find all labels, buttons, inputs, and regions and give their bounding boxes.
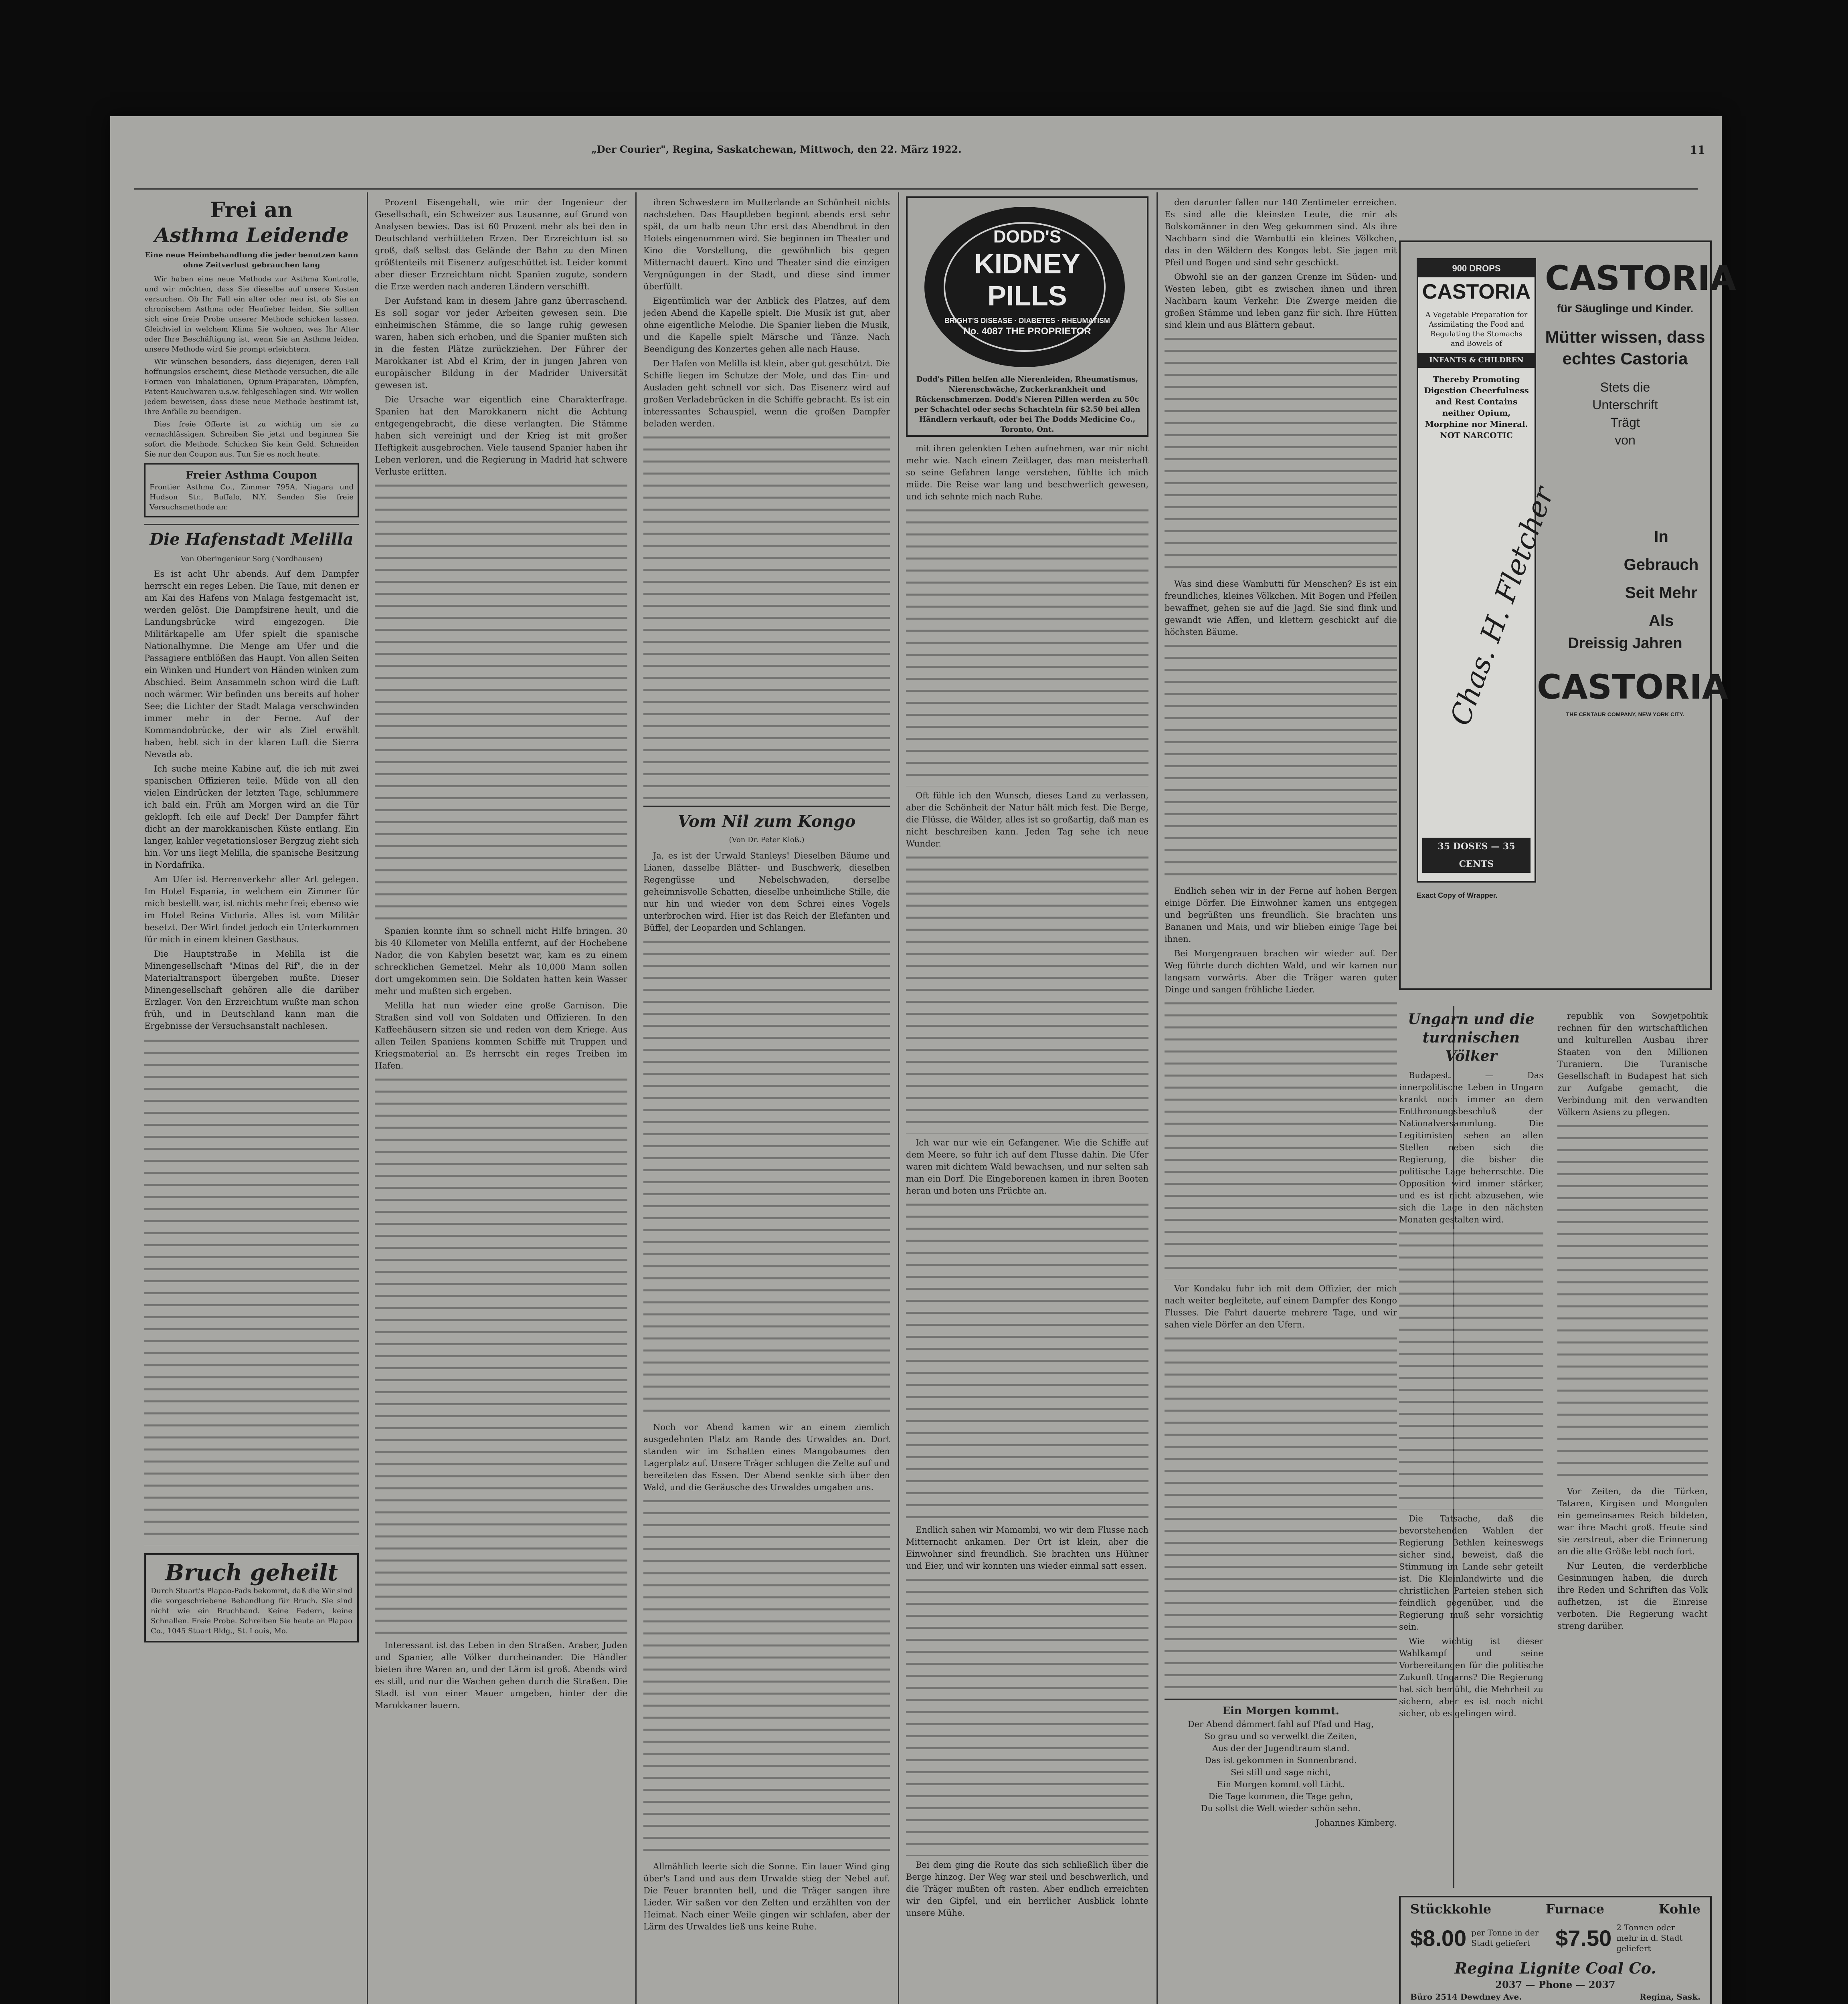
text-lines: [375, 1075, 627, 1636]
castoria-claim: [1545, 326, 1705, 370]
kongo-cont-body: Bei Morgengrauen brachen wir wieder auf. Der Weg führte durch dichten Wald, und wir kamen nur langsam vorwärts. Aber die Träger waren guter Dinge und sangen fröhliche Lieder.: [1165, 949, 1397, 994]
castoria-right-line: In: [1654, 528, 1668, 545]
ungarn-body: Vor Zeiten, da die Türken, Tataren, Kirgisen und Mongolen ein gemeinsames Reich bildeten, war ihre Macht groß. Heute sind sie zerstreut, aber die Erinnerung an die alte Größe lebt noch fort.: [1557, 1487, 1708, 1556]
text-lines: [1165, 641, 1397, 882]
melilla-body: Ich suche meine Kabine auf, die ich mit zwei spanischen Offizieren teile. Müde von all den vielen Eindrücken der letzten Tage, schlummere ich bald ein. Früh am Morgen wird an die Tür geklopft. Ich eile auf Deck! Der Dampfer fährt dicht an der marokkanischen Küste entlang. Ein langer, kahler vegetationsloser Bergzug zieht sich hin. Vor uns liegt Melilla, die spanische Besitzung in Nordafrika.: [144, 764, 359, 870]
text-lines: [643, 433, 890, 802]
text-lines: [1165, 1334, 1397, 1695]
castoria-signature: Chas. H. Fletcher: [1444, 482, 1561, 730]
kongo-cont-body: Bei dem ging die Route das sich schließlich über die Berge hinzog. Der Weg war steil und beschwerlich, und die Träger mußten oft rasten. Aber endlich erreichten wir den Gipfel, und ein herrlicher Ausblick lohnte unsere Mühe.: [906, 1860, 1148, 1918]
kongo-body: Noch vor Abend kamen wir an einem ziemlich ausgedehnten Platz am Rande des Urwaldes an. Dort standen wir im Schatten eines Mangobaumes den Lagerplatz auf. Unsere Träger schlugen die Zelte auf und bereiteten das Essen. Der Abend senkte sich über den Wald, und die Geräusche des Urwaldes umgaben uns.: [643, 1422, 890, 1492]
castoria-line: Mütter wissen, dass: [1545, 327, 1705, 346]
bruch-ad: [144, 1553, 359, 1642]
kongo-title: Vom Nil zum Kongo: [677, 812, 856, 831]
kongo-cont-body: den darunter fallen nur 140 Zentimeter erreichen. Es sind alle die kleinsten Leute, die mir als Bolskomänner in den Weg gekommen sind. Als ihre Nachbarn sind die Wambutti ein kleines Völkchen, das in den Wäldern des Kongos lebt. Sie jagen mit Pfeil und Bogen und sind sehr geschickt.: [1165, 198, 1397, 267]
melilla-cont-body: Interessant ist das Leben in den Straßen. Araber, Juden und Spanier, alle Völker durcheinander. Die Händler bieten ihre Waren an, und der Lärm ist groß. Abends wird es still, und nur die Wachen gehen durch die Straßen. Die Stadt ist von einer Mauer umgeben, hinter der die Marokkaner lauern.: [375, 1640, 627, 1710]
asthma-body: Dies freie Offerte ist zu wichtig um sie zu vernachlässigen. Schreiben Sie jetzt und beginnen Sie sofort die Methode. Schicken Sie kein Geld. Schneiden Sie nur den Coupon aus. Tun Sie es noch heute.: [144, 420, 359, 459]
coal-price: $7.50: [1555, 1925, 1612, 1951]
coal-header: [1401, 1897, 1710, 1917]
coal-price: $8.00: [1410, 1925, 1467, 1951]
asthma-intro: Eine neue Heimbehandlung die jeder benutzen kann ohne Zeitverlust gebrauchen lang: [145, 251, 358, 269]
castoria-wrapper-caption: Exact Copy of Wrapper.: [1417, 891, 1498, 899]
castoria-years: Dreissig Jahren: [1568, 635, 1682, 652]
column-1: [144, 196, 359, 2004]
ungarn-body: Nur Leuten, die verderbliche Gesinnungen haben, die durch ihre Reden und Schriften das Volk aufhetzen, ist die Einreise verboten. Die Regierung wacht streng darüber.: [1557, 1561, 1708, 1631]
dodds-ad: [906, 196, 1148, 437]
text-lines: [375, 481, 627, 922]
castoria-line: von: [1615, 433, 1636, 447]
castoria-company: THE CENTAUR COMPANY, NEW YORK CITY.: [1566, 711, 1684, 717]
asthma-title: Frei an: [210, 198, 293, 222]
ungarn-title: Ungarn und die turanischen Völker: [1408, 1011, 1535, 1065]
dodds-ring-text: BRIGHT'S DISEASE · DIABETES · RHEUMATISM: [944, 317, 1110, 325]
castoria-headline: CASTORIA: [1545, 259, 1736, 298]
bruch-text: Durch Stuart's Plapao-Pads bekommt, daß die Wir sind die vorgeschriebene Behandlung für Bruch. Sie sind nicht wie ein Bruchband. Keine Federn, keine Schnallen. Freie Probe. Schreiben Sie heute an Plapao Co., 1045 Stuart Bldg., St. Louis, Mo.: [151, 1587, 352, 1635]
text-lines: [1557, 1121, 1708, 1482]
text-lines: [643, 1497, 890, 1857]
ungarn-col-a: [1399, 1010, 1543, 1722]
coal-company: Regina Lignite Coal Co.: [1454, 1959, 1656, 1977]
poem-text: Der Abend dämmert fahl auf Pfad und Hag, So grau und so verwelkt die Zeiten, Aus der der Jugendtraum stand. Das ist gekommen in Sonnenbrand. Sei still und sage nicht, Ein Morgen kommt voll Licht. Die Tage kommen, die Tage gehn, Du sollst die Welt wieder schön sehn.: [1187, 1719, 1374, 1813]
bruch-title: Bruch geheilt: [165, 1560, 338, 1586]
castoria-ad: [1399, 240, 1736, 990]
column-rule: [367, 192, 368, 2004]
castoria-line: echtes Castoria: [1562, 349, 1688, 368]
asthma-subtitle: Asthma Leidende: [154, 223, 349, 247]
castoria-line: Unterschrift: [1592, 398, 1658, 412]
melilla-cont-body: Der Aufstand kam in diesem Jahre ganz überraschend. Es soll sogar vor jeder Arbeiten gewesen sein. Die einheimischen Stämme, die so lange ruhig gewesen waren, haben sich erhoben, und die Spanier mußten sich in die festen Plätze zurückziehen. Der Führer der Marokkaner ist Abd el Krim, der in jungen Jahren von europäischer Bildung in der Madrider Universität gewesen ist.: [375, 296, 627, 390]
melilla-cont-body: Melilla hat nun wieder eine große Garnison. Die Straßen sind voll von Soldaten und Offizieren. In den Kaffeehäusern sitzen sie und reden von dem Kriege. Aus allen Teilen Spaniens kommen Schiffe mit Truppen und Kriegsmaterial an. Es herrscht ein reges Treiben im Hafen.: [375, 1001, 627, 1071]
melilla-body: Die Hauptstraße in Melilla ist die Minengesellschaft "Minas del Rif", die in der Materialtransport übergeben mußte. Dieser Minengesellschaft gehören alle die darüber Erzlager. Von den Erzreichtum wußte man schon früh, und in Deutschland kann man die Ergebnisse der Versuchsanstalt nachlesen.: [144, 949, 359, 1031]
kongo-cont-body: Ich war nur wie ein Gefangener. Wie die Schiffe auf dem Meere, so fuhr ich auf dem Flusse dahin. Die Ufer waren mit dichtem Wald bewachsen, und nur selten sah man ein Dorf. Die Eingeborenen kamen in ihren Booten heran und boten uns Früchte an.: [906, 1138, 1148, 1196]
kongo-cont-body: Vor Kondaku fuhr ich mit dem Offizier, der mich nach weiter begleitete, auf einem Dampfer des Kongo Flusses. Die Fahrt dauerte mehrere Tage, und wir sahen viele Dörfer an den Ufern.: [1165, 1284, 1397, 1329]
coal-type: Furnace: [1545, 1901, 1604, 1917]
bottle-infants: INFANTS & CHILDREN: [1418, 353, 1535, 368]
coupon-text: Frontier Asthma Co., Zimmer 795A, Niagara und Hudson Str., Buffalo, N.Y. Senden Sie freie Versuchsmethode an:: [150, 483, 354, 511]
kongo-body: Allmählich leerte sich die Sonne. Ein lauer Wind ging über's Land und aus dem Urwalde stieg der Nebel auf. Die Feuer brannten hell, und die Träger sangen ihre Lieder. Wir saßen vor den Zelten und erzählten von der Heimat. Nach einer Weile gingen wir schlafen, aber der Lärm des Urwaldes ließ uns keine Ruhe.: [643, 1862, 890, 1931]
castoria-use: [1617, 523, 1705, 635]
melilla-cont-body: Spanien konnte ihm so schnell nicht Hilfe bringen. 30 bis 40 Kilometer von Melilla entfernt, auf der Hochebene Nador, die von Kabylen besetzt war, kam es zu einem schrecklichen Gemetzel. Mehr als 10,000 Mann sollen dort umgekommen sein. Die Soldaten hatten kein Wasser mehr und mußten sich ergeben.: [375, 926, 627, 996]
column-5: [1165, 196, 1397, 2004]
column-rule: [898, 192, 899, 2004]
text-lines: [1165, 999, 1397, 1279]
melilla-title: Die Hafenstadt Melilla: [150, 530, 354, 549]
poem-author: Johannes Kimberg.: [1316, 1818, 1397, 1828]
column-rule: [1157, 192, 1158, 2004]
castoria-right-line: Gebrauch: [1624, 556, 1699, 574]
text-lines: [1399, 1229, 1543, 1509]
ungarn-article: [1399, 1010, 1708, 1892]
section-rule: [144, 524, 359, 525]
ungarn-body: Die Tatsache, daß die bevorstehenden Wahlen der Regierung Bethlen keineswegs sicher sind, beweist, daß die Stimmung im Lande sehr geteilt ist. Die Kleinlandwirte und die christlichen Parteien stehen sich feindlich gegenüber, und die Regierung muß sehr vorsichtig sein.: [1399, 1514, 1543, 1632]
poem-title: Ein Morgen kommt.: [1222, 1705, 1339, 1717]
castoria-right-line: Seit Mehr Als: [1625, 584, 1698, 630]
ungarn-body: Wie wichtig ist dieser Wahlkampf und seine Vorbereitungen für die politische Zukunft Ungarns? Die Regierung hat sich bemüht, die Mehrheit zu sichern, aber es ist noch nicht sicher, ob es gelingen wird.: [1399, 1636, 1543, 1718]
bottle-promote: Thereby Promoting Digestion Cheerfulness and Rest Contains neither Opium, Morphine nor Mineral. NOT NARCOTIC: [1424, 374, 1529, 440]
asthma-body: Wir haben eine neue Methode zur Asthma Kontrolle, und wir möchten, dass Sie dieselbe auf unsere Kosten versuchen. Ob Ihr Fall ein alter oder neu ist, ob Sie an chronischem Asthma oder Heufieber leiden, Sie sollten sich eine freie Probe unserer Methode schicken lassen. Gleichviel in welchem Klima Sie wohnen, was Ihr Alter oder Ihre Beschäftigung ist, wenn Sie an Asthma leiden, unsere Methode wird Sie prompt erleichtern.: [144, 275, 359, 354]
melilla-body: Am Ufer ist Herrenverkehr aller Art gelegen. Im Hotel Espania, in welchem ein Zimmer für mich bestellt war, ist nichts mehr frei; ebenso wie im Hotel Reina Victoria. Alles ist vom Militär besetzt. Der Wirt findet jedoch ein Unterkommen für mich in einem kleinen Gasthaus.: [144, 875, 359, 944]
newspaper-page: [110, 116, 1736, 2004]
kongo-cont-body: Obwohl sie an der ganzen Grenze im Süden- und Westen leben, gibt es zwischen ihnen und ihren Nachbarn kaum Verkehr. Die Zwerge meiden die großen Stämme und leben ganz für sich. Ihre Hütten sind klein und aus Blättern gebaut.: [1165, 272, 1397, 330]
dodds-top: DODD'S: [993, 227, 1061, 246]
coal-footer: [1401, 1990, 1710, 2003]
spacer: [1399, 998, 1447, 1002]
asthma-coupon: [144, 463, 359, 517]
melilla-cont-body: Der Hafen von Melilla ist klein, aber gut geschützt. Die Schiffe liegen im Schutze der Mole, und das Ein- und Ausladen geht schnell vor sich. Das Eisenerz wird auf großen Verladebrücken in die Schiffe gebracht. Es ist ein interessantes Schauspiel, wenn die großen Dampfer beladen werden.: [643, 359, 890, 428]
castoria-bottom: CASTORIA: [1537, 667, 1728, 707]
spacer: [1405, 1006, 1449, 1010]
coupon-title: Freier Asthma Coupon: [186, 469, 317, 481]
coal-price-text: 2 Tonnen oder mehr in d. Stadt geliefert: [1616, 1923, 1683, 1953]
ungarn-body: republik von Sowjetpolitik rechnen für den wirtschaftlichen und kulturellen Ausbau ihrer Staaten von den Millionen Turaniern. Die Turanische Gesellschaft in Budapest hat sich zur Aufgabe gemacht, die Verbindung mit den verwandten Völkern Asiens zu pflegen.: [1557, 1011, 1708, 1117]
bottle-doses: 35 DOSES — 35 CENTS: [1422, 838, 1531, 873]
kongo-cont-body: Endlich sahen wir Mamambi, wo wir dem Flusse nach Mitternacht ankamen. Der Ort ist klein, aber die Einwohner sind freundlich. Sie brachten uns Hühner und Eier, und wir konnten uns wieder einmal satt essen.: [906, 1525, 1148, 1571]
asthma-body: Wir wünschen besonders, dass diejenigen, deren Fall hoffnungslos erscheint, diese Methode versuchen, die alle Formen von Inhalationen, Opium-Präparaten, Dämpfen, Patent-Rauchwaren u.s.w. fehlgeschlagen sind. Wir wollen Jedem beweisen, dass diese neue Methode bestimmt ist, Ihre Anfälle zu beendigen.: [144, 358, 359, 416]
kongo-author: (Von Dr. Peter Kloß.): [729, 836, 805, 844]
kongo-cont-body: mit ihren gelenkten Lehen aufnehmen, war mir nicht mehr wie. Nach einem Zeitlager, das man meisterhaft so seine Gefahren lange verstehen, fühlte ich mich müde. Die Reise war lang und beschwerlich gewesen, und ich sehnte mich nach Ruhe.: [906, 444, 1148, 501]
coal-ad: [1399, 1896, 1712, 2004]
bottle-name: CASTORIA: [1422, 280, 1531, 303]
kongo-body: Ja, es ist der Urwald Stanleys! Dieselben Bäume und Lianen, dasselbe Blätter- und Buschwerk, dieselben Regengüsse und Nebelschwaden, derselbe geheimnisvolle Schatten, dieselbe unheimliche Stille, die nur hin und wieder von dem Schrei eines Vogels unterbrochen wird. Hier ist das Reich der Elefanten und Büffel, der Leoparden und Schlangen.: [643, 851, 890, 933]
kongo-cont-body: Endlich sehen wir in der Ferne auf hohen Bergen einige Dörfer. Die Einwohner kamen uns entgegen und begrüßten uns freundlich. Sie brachten uns Bananen und Mais, und wir blieben einige Tage bei ihnen.: [1165, 886, 1397, 944]
bottle-drops: 900 DROPS: [1418, 260, 1535, 277]
dodds-number: No. 4087 THE PROPRIETOR: [963, 326, 1091, 337]
kongo-cont-body: Was sind diese Wambutti für Menschen? Es ist ein freundliches, kleines Völkchen. Mit Bogen und Pfeilen bewaffnet, gehen sie auf die Jagd. Sie sind flink und gewandt wie Affen, und klettern geschickt auf die höchsten Bäume.: [1165, 579, 1397, 637]
coal-prices: [1401, 1917, 1710, 1953]
text-lines: [643, 937, 890, 1418]
kongo-cont-body: Oft fühle ich den Wunsch, dieses Land zu verlassen, aber die Schönheit der Natur hält mich fest. Die Berge, die Flüsse, die Wälder, alles ist so großartig, daß man es nicht beschreiben kann. Jeden Tag sehe ich neue Wunder.: [906, 791, 1148, 848]
ungarn-body: Budapest. — Das innerpolitische Leben in Ungarn krankt noch immer an dem Entthronungsbeschluß der Nationalversammlung. Die Legitimisten sehen an allen Stellen neben sich die Regierung, die bisher die politische Lage beherrschte. Die Opposition wird immer stärker, und es ist nicht abzusehen, wie sich die Lage in den nächsten Monaten gestalten wird.: [1399, 1071, 1543, 1224]
melilla-cont-body: Prozent Eisengehalt, wie mir der Ingenieur der Gesellschaft, ein Schweizer aus Lausanne, auf Grund von Analysen bewies. Das ist 60 Prozent mehr als bei den in Deutschland verhütteten Erzen. Der Erzreichtum ist so groß, daß selbst das Gelände der Bahn zu den Minen größtenteils mit Eisenerz aufgeschüttet ist. Leider kommt aber dieser Erzreichtum nicht Spanien zugute, sondern die Erze werden nach anderen Ländern verschifft.: [375, 198, 627, 291]
melilla-cont-body: ihren Schwestern im Mutterlande an Schönheit nichts nachstehen. Das Hauptleben beginnt abends erst sehr spät, da um halb neun Uhr erst das Abendbrot in den Hotels eingenommen wird. Sie beginnen im Theater und Kino die Vorstellung, die gewöhnlich bis gegen Mitternacht dauert. Kino und Theater sind die einzigen Vergnügungen in der Stadt, und diese sind immer überfüllt.: [643, 198, 890, 291]
dodds-label: [908, 226, 1147, 337]
text-lines: [906, 1200, 1148, 1521]
page-number: 11: [1690, 143, 1705, 157]
header-rule: [134, 188, 1698, 190]
column-3: [643, 196, 890, 2004]
text-lines: [906, 1575, 1148, 1856]
castoria-line: Stets die: [1600, 380, 1650, 394]
melilla-cont-body: Die Ursache war eigentlich eine Charakterfrage. Spanien hat den Marokkanern nicht die Achtung entgegengebracht, die diese verlangten. Die Stämme haben sich vereinigt und der Krieg ist mit großer Heftigkeit ausgebrochen. Viele tausend Spanier haben ihr Leben verloren, und die Regierung in Madrid hat schwere Verluste erlitten.: [375, 395, 627, 477]
dodds-pills: PILLS: [987, 280, 1067, 311]
text-lines: [906, 506, 1148, 786]
coal-phone: 2037 — Phone — 2037: [1495, 1979, 1615, 1990]
bottle-text: A Vegetable Preparation for Assimilating the Food and Regulating the Stomachs and Bowels of: [1425, 311, 1528, 348]
castoria-line: Trägt: [1610, 415, 1640, 430]
coal-price-text: per Tonne in der Stadt geliefert: [1471, 1928, 1539, 1948]
column-2: [375, 196, 627, 2004]
coal-address: Büro 2514 Dewdney Ave.: [1410, 1992, 1522, 2002]
page-header-text: „Der Courier", Regina, Saskatchewan, Mittwoch, den 22. März 1922.: [591, 143, 962, 155]
coal-type: Stückkohle: [1410, 1901, 1492, 1917]
castoria-sigline: [1545, 378, 1705, 449]
melilla-cont-body: Eigentümlich war der Anblick des Platzes, auf dem jeden Abend die Kapelle spielt. Die Musik ist gut, aber ohne eigentliche Melodie. Die Spanier lieben die Musik, und die Kapelle spielt Märsche und Tänze. Nach Beendigung des Konzertes gehen alle nach Hause.: [643, 296, 890, 354]
coal-type: Kohle: [1658, 1901, 1700, 1917]
ungarn-col-b: [1557, 1010, 1708, 1634]
text-lines: [906, 853, 1148, 1133]
melilla-body: Es ist acht Uhr abends. Auf dem Dampfer herrscht ein reges Leben. Die Taue, mit denen er am Kai des Hafens von Malaga festgemacht ist, werden gelöst. Die Dampfsirene heult, und die Landungsbrücke wird eingezogen. Die Militärkapelle am Ufer spielt die spanische Nationalhymne. Die Menge am Ufer und die Passagiere entblößen das Haupt. Von allen Seiten ein Winken und Hundert von Händen winken zum Abschied. Beim Ansammeln schon wird die Luft noch wärmer. Wir befinden uns bereits auf hoher See; die Lichter der Stadt Malaga verschwinden immer mehr in der Ferne. Auf der Kommandobrücke, der wir als Ziel erwählt haben, hebt sich in der klaren Luft die Sierra Nevada ab.: [144, 569, 359, 759]
text-lines: [1165, 334, 1397, 575]
text-lines: [144, 1036, 359, 1545]
page-header: [110, 116, 1722, 164]
column-4: [906, 196, 1148, 2004]
dodds-caption: Dodd's Pillen helfen alle Nierenleiden, Rheumatismus, Nierenschwäche, Zuckerkrankheit und Rückenschmerzen. Dodd's Nieren Pillen werden zu 50c per Schachtel oder sechs Schachteln für $2.50 bei allen Händlern verkauft, oder bei The Dodds Medicine Co., Toronto, Ont.: [914, 375, 1140, 434]
dodds-kidney: KIDNEY: [974, 248, 1080, 279]
coal-city: Regina, Sask.: [1640, 1992, 1700, 2002]
section-rule: [643, 806, 890, 807]
column-rule: [635, 192, 637, 2004]
castoria-sub: für Säuglinge und Kinder.: [1557, 302, 1694, 315]
melilla-author: Von Oberingenieur Sorg (Nordhausen): [180, 555, 323, 563]
section-rule: [1165, 1699, 1397, 1700]
